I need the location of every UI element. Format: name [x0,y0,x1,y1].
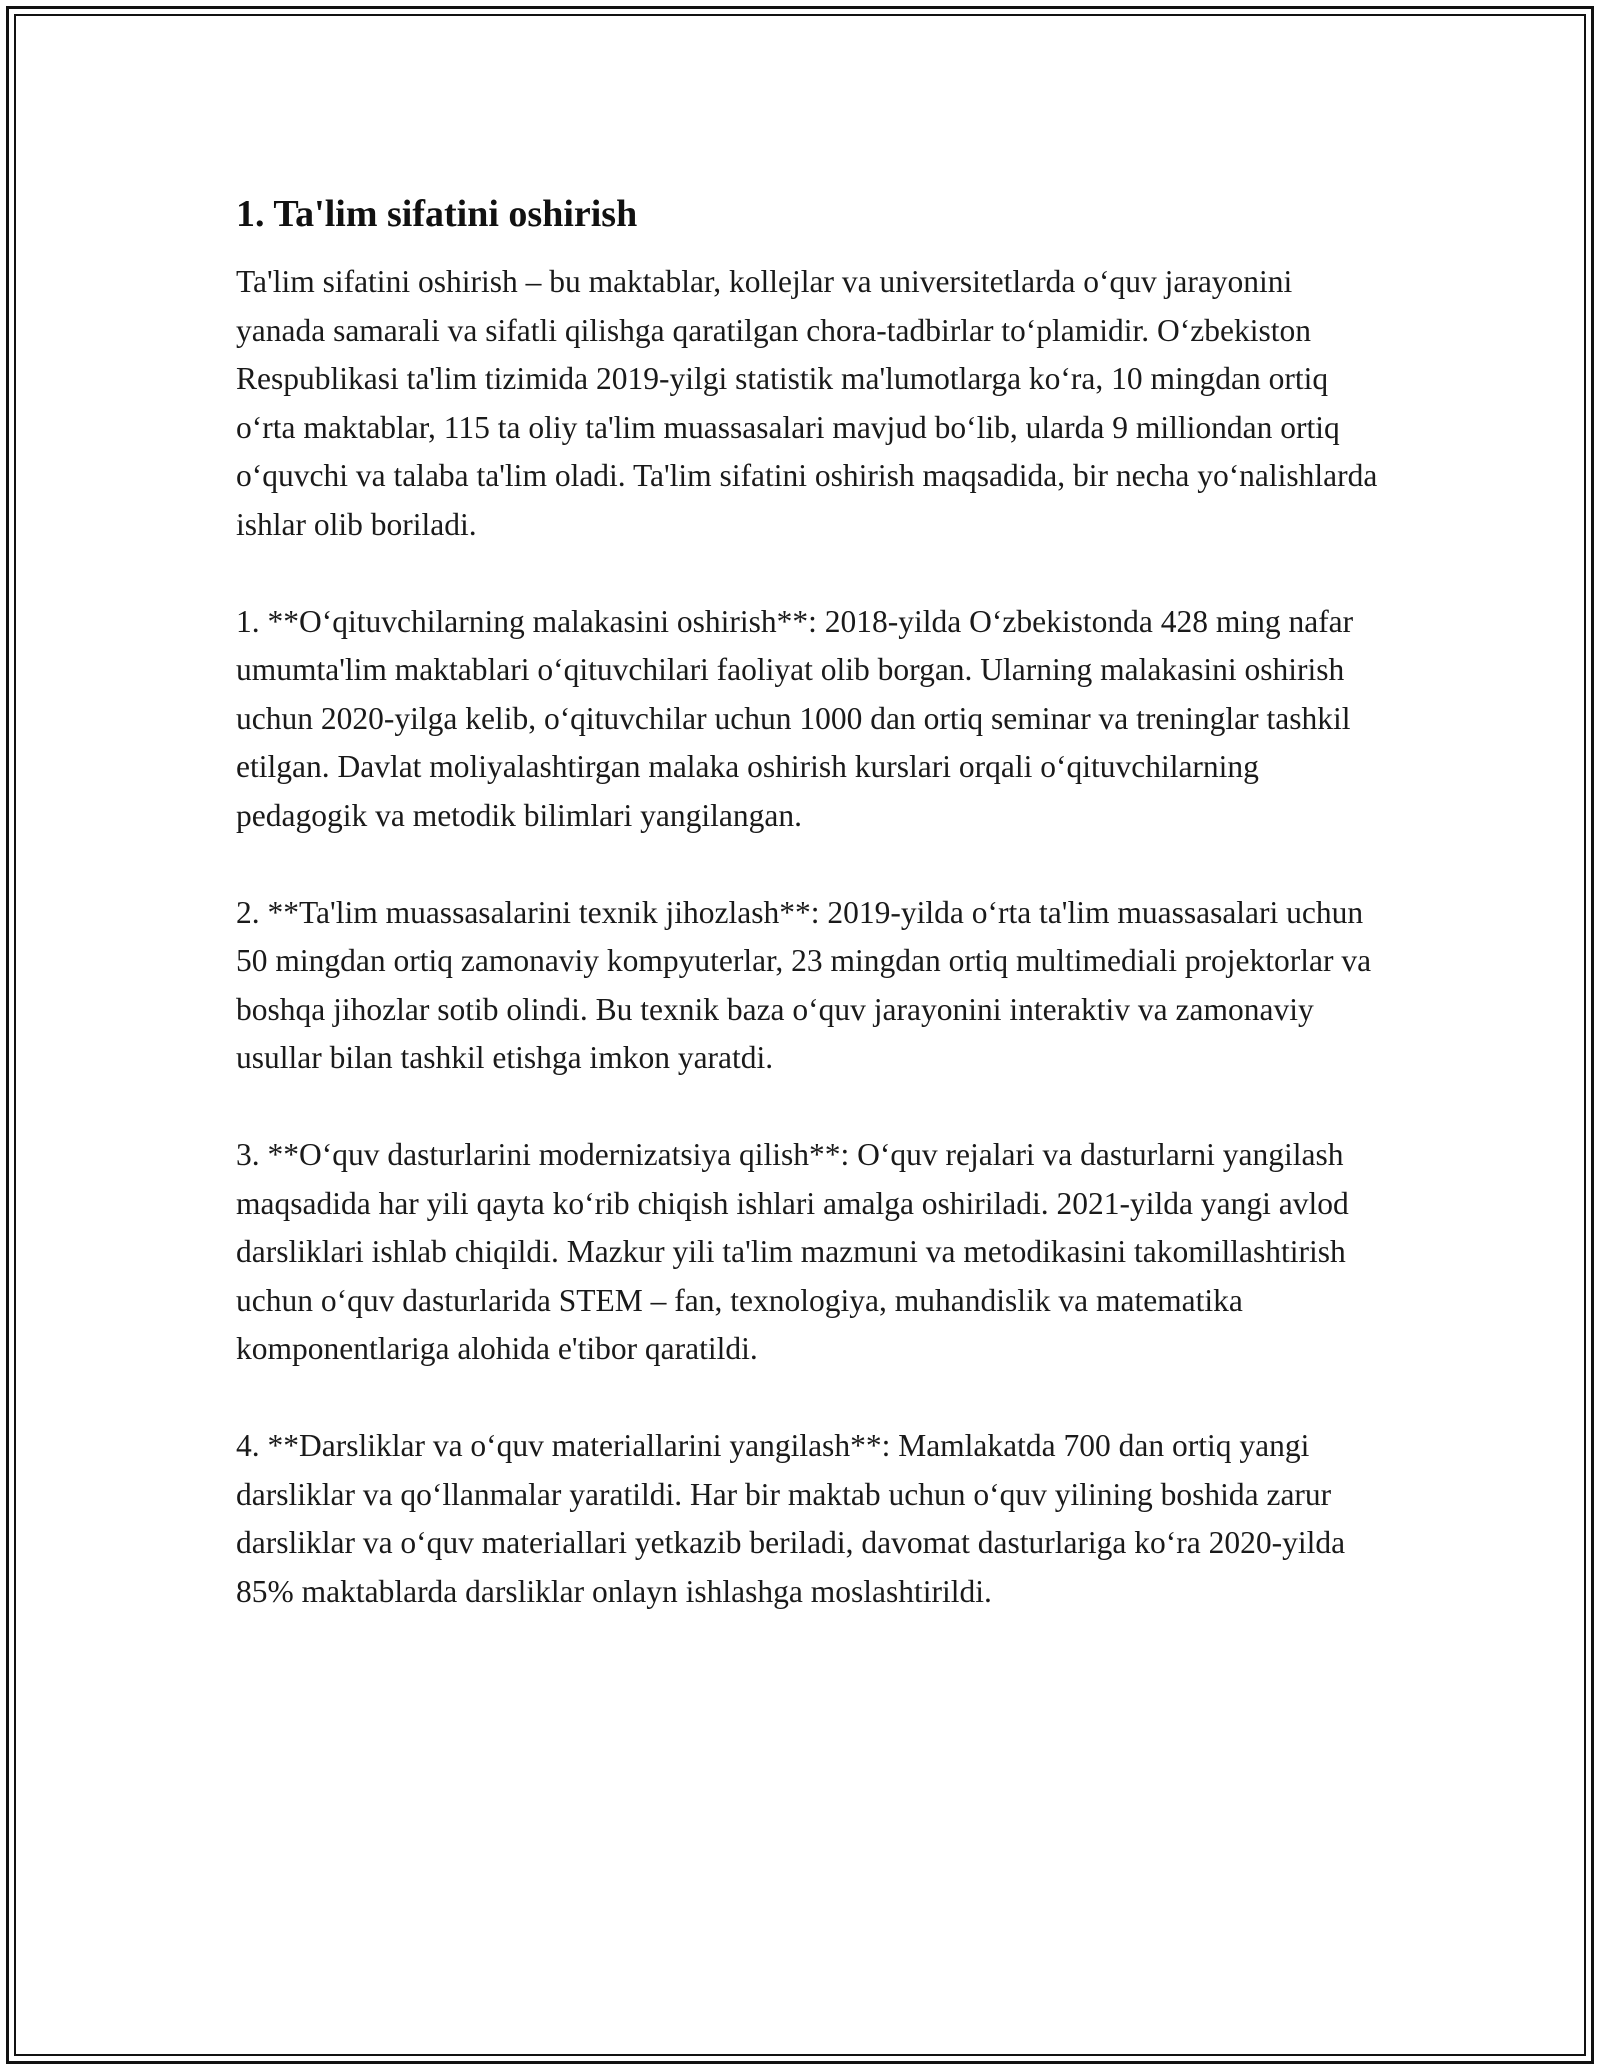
list-item-teacher-training: 1. **O‘qituvchilarning malakasini oshirish**: 2018-yilda O‘zbekistonda 428 ming nafar umumta'lim maktablari o‘qituvchilari faoliyat olib borgan. Ularning malakasini oshirish uchun 2020-yilga kelib, o‘qituvchilar uchun 1000 dan ortiq seminar va treninglar tashkil etilgan. Davlat moliyalashtirgan malaka oshirish kurslari orqali o‘qituvchilarning pedagogik va metodik bilimlari yangilangan. [236,603,1354,833]
list-item-curriculum-modernization: 3. **O‘quv dasturlarini modernizatsiya qilish**: O‘quv rejalari va dasturlarni yangilash maqsadida har yili qayta ko‘rib chiqish ishlari amalga oshiriladi. 2021-yilda yangi avlod darsliklari ishlab chiqildi. Mazkur yili ta'lim mazmuni va metodikasini takomillashtirish uchun o‘quv dasturlarida STEM – fan, texnologiya, muhandislik va matematika komponentlariga alohida e'tibor qaratildi. [236,1137,1349,1366]
intro-paragraph: Ta'lim sifatini oshirish – bu maktablar, kollejlar va universitetlarda o‘quv jarayonini yanada samarali va sifatli qilishga qaratilgan chora-tadbirlar to‘plamidir. O‘zbekiston Respublikasi ta'lim tizimida 2019-yilgi statistik ma'lumotlarga ko‘ra, 10 mingdan ortiq o‘rta maktablar, 115 ta oliy ta'lim muassasalari mavjud bo‘lib, ularda 9 milliondan ortiq o‘quvchi va talaba ta'lim oladi. Ta'lim sifatini oshirish maqsadida, bir necha yo‘nalishlarda ishlar olib boriladi. [236,264,1378,542]
list-item-technical-equipment: 2. **Ta'lim muassasalarini texnik jihozlash**: 2019-yilda o‘rta ta'lim muassasalari uchun 50 mingdan ortiq zamonaviy kompyuterlar, 23 mingdan ortiq multimediali projektorlar va boshqa jihozlar sotib olindi. Bu texnik baza o‘quv jarayonini interaktiv va zamonaviy usullar bilan tashkil etishga imkon yaratdi. [236,894,1372,1075]
list-item-textbook-update: 4. **Darsliklar va o‘quv materiallarini yangilash**: Mamlakatda 700 dan ortiq yangi darsliklar va qo‘llanmalar yaratildi. Har bir maktab uchun o‘quv yilining boshida zarur darsliklar va o‘quv materiallari yetkazib beriladi, davomat dasturlariga ko‘ra 2020-yilda 85% maktablarda darsliklar onlayn ishlashga moslashtirildi. [236,1428,1346,1609]
document-body [236,188,1386,1616]
section-title: 1. Ta'lim sifatini oshirish [236,193,638,235]
